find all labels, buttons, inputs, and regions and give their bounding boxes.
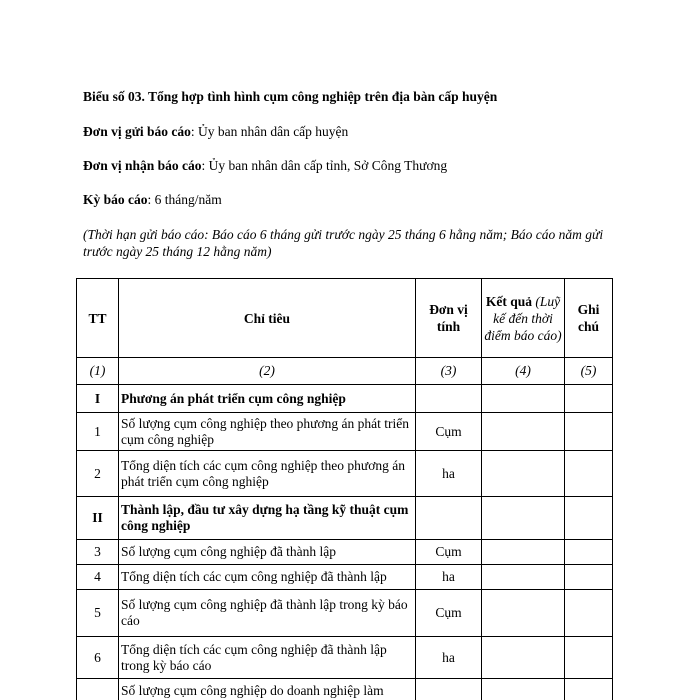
header-indicator: Chỉ tiêu xyxy=(119,279,416,358)
table-row xyxy=(77,679,613,700)
row-unit: Cụm xyxy=(416,413,482,451)
header-result-label: Kết quả xyxy=(485,293,532,309)
row-note-cell xyxy=(565,590,613,637)
row-result-cell xyxy=(482,451,565,497)
row-result-cell xyxy=(482,540,565,565)
row-indicator: Số lượng cụm công nghiệp do doanh nghiệp làm xyxy=(119,679,416,700)
column-number: (4) xyxy=(482,358,565,385)
row-result-cell xyxy=(482,385,565,413)
table-row xyxy=(77,413,613,451)
row-note-cell xyxy=(565,540,613,565)
row-unit xyxy=(416,385,482,413)
period-line xyxy=(83,192,222,208)
sender-line xyxy=(83,124,348,140)
column-number: (2) xyxy=(119,358,416,385)
table-row xyxy=(77,565,613,590)
row-note-cell xyxy=(565,385,613,413)
row-indicator: Phương án phát triển cụm công nghiệp xyxy=(119,385,416,413)
row-result-cell xyxy=(482,413,565,451)
row-unit: Cụm xyxy=(416,540,482,565)
deadline-note: (Thời hạn gửi báo cáo: Báo cáo 6 tháng gửi trước ngày 25 tháng 6 hằng năm; Báo cáo năm gửi trước ngày 25 tháng 12 hằng năm) xyxy=(83,227,604,259)
sender-label: Đơn vị gửi báo cáo xyxy=(83,124,191,139)
row-indicator: Tổng diện tích các cụm công nghiệp theo phương án phát triển cụm công nghiệp xyxy=(119,451,416,497)
row-unit: Cụm xyxy=(416,590,482,637)
row-result-cell xyxy=(482,679,565,700)
receiver-label: Đơn vị nhận báo cáo xyxy=(83,158,202,173)
row-unit: ha xyxy=(416,451,482,497)
table-header-row xyxy=(77,279,613,358)
header-note: Ghi chú xyxy=(565,279,613,358)
row-result-cell xyxy=(482,565,565,590)
header-result-note: (Luỹ kế đến thời điểm báo cáo) xyxy=(484,293,562,343)
receiver-value: : Ủy ban nhân dân cấp tỉnh, Sở Công Thương xyxy=(201,158,448,173)
row-note-cell xyxy=(565,497,613,540)
row-unit: ha xyxy=(416,637,482,679)
table-row xyxy=(77,497,613,540)
column-number-row xyxy=(77,358,613,385)
row-note-cell xyxy=(565,637,613,679)
table-row xyxy=(77,540,613,565)
column-number: (1) xyxy=(77,358,119,385)
row-indicator: Thành lập, đầu tư xây dựng hạ tầng kỹ thuật cụm công nghiệp xyxy=(119,497,416,540)
row-tt: 4 xyxy=(77,565,119,590)
period-label: Kỳ báo cáo xyxy=(83,192,148,207)
receiver-line xyxy=(83,158,447,174)
summary-table xyxy=(76,278,613,700)
column-number: (3) xyxy=(416,358,482,385)
header-result xyxy=(482,279,565,358)
header-unit: Đơn vị tính xyxy=(416,279,482,358)
row-result-cell xyxy=(482,590,565,637)
row-tt: 5 xyxy=(77,590,119,637)
row-note-cell xyxy=(565,451,613,497)
period-value: : 6 tháng/năm xyxy=(147,192,222,207)
row-tt: 1 xyxy=(77,413,119,451)
row-indicator: Tổng diện tích các cụm công nghiệp đã thành lập xyxy=(119,565,416,590)
table-row xyxy=(77,590,613,637)
row-unit xyxy=(416,679,482,700)
row-tt: 6 xyxy=(77,637,119,679)
row-tt: 3 xyxy=(77,540,119,565)
row-unit: ha xyxy=(416,565,482,590)
row-result-cell xyxy=(482,497,565,540)
row-indicator: Số lượng cụm công nghiệp theo phương án phát triển cụm công nghiệp xyxy=(119,413,416,451)
row-tt xyxy=(77,679,119,700)
row-unit xyxy=(416,497,482,540)
row-indicator: Số lượng cụm công nghiệp đã thành lập trong kỳ báo cáo xyxy=(119,590,416,637)
table-row xyxy=(77,385,613,413)
table-row xyxy=(77,451,613,497)
sender-value: : Ủy ban nhân dân cấp huyện xyxy=(190,124,349,139)
row-tt: II xyxy=(77,497,119,540)
row-note-cell xyxy=(565,565,613,590)
row-tt: 2 xyxy=(77,451,119,497)
row-indicator: Tổng diện tích các cụm công nghiệp đã thành lập trong kỳ báo cáo xyxy=(119,637,416,679)
row-tt: I xyxy=(77,385,119,413)
row-indicator: Số lượng cụm công nghiệp đã thành lập xyxy=(119,540,416,565)
row-note-cell xyxy=(565,679,613,700)
column-number: (5) xyxy=(565,358,613,385)
table-row xyxy=(77,637,613,679)
row-result-cell xyxy=(482,637,565,679)
report-title: Biểu số 03. Tổng hợp tình hình cụm công nghiệp trên địa bàn cấp huyện xyxy=(83,89,498,104)
header-tt: TT xyxy=(77,279,119,358)
row-note-cell xyxy=(565,413,613,451)
